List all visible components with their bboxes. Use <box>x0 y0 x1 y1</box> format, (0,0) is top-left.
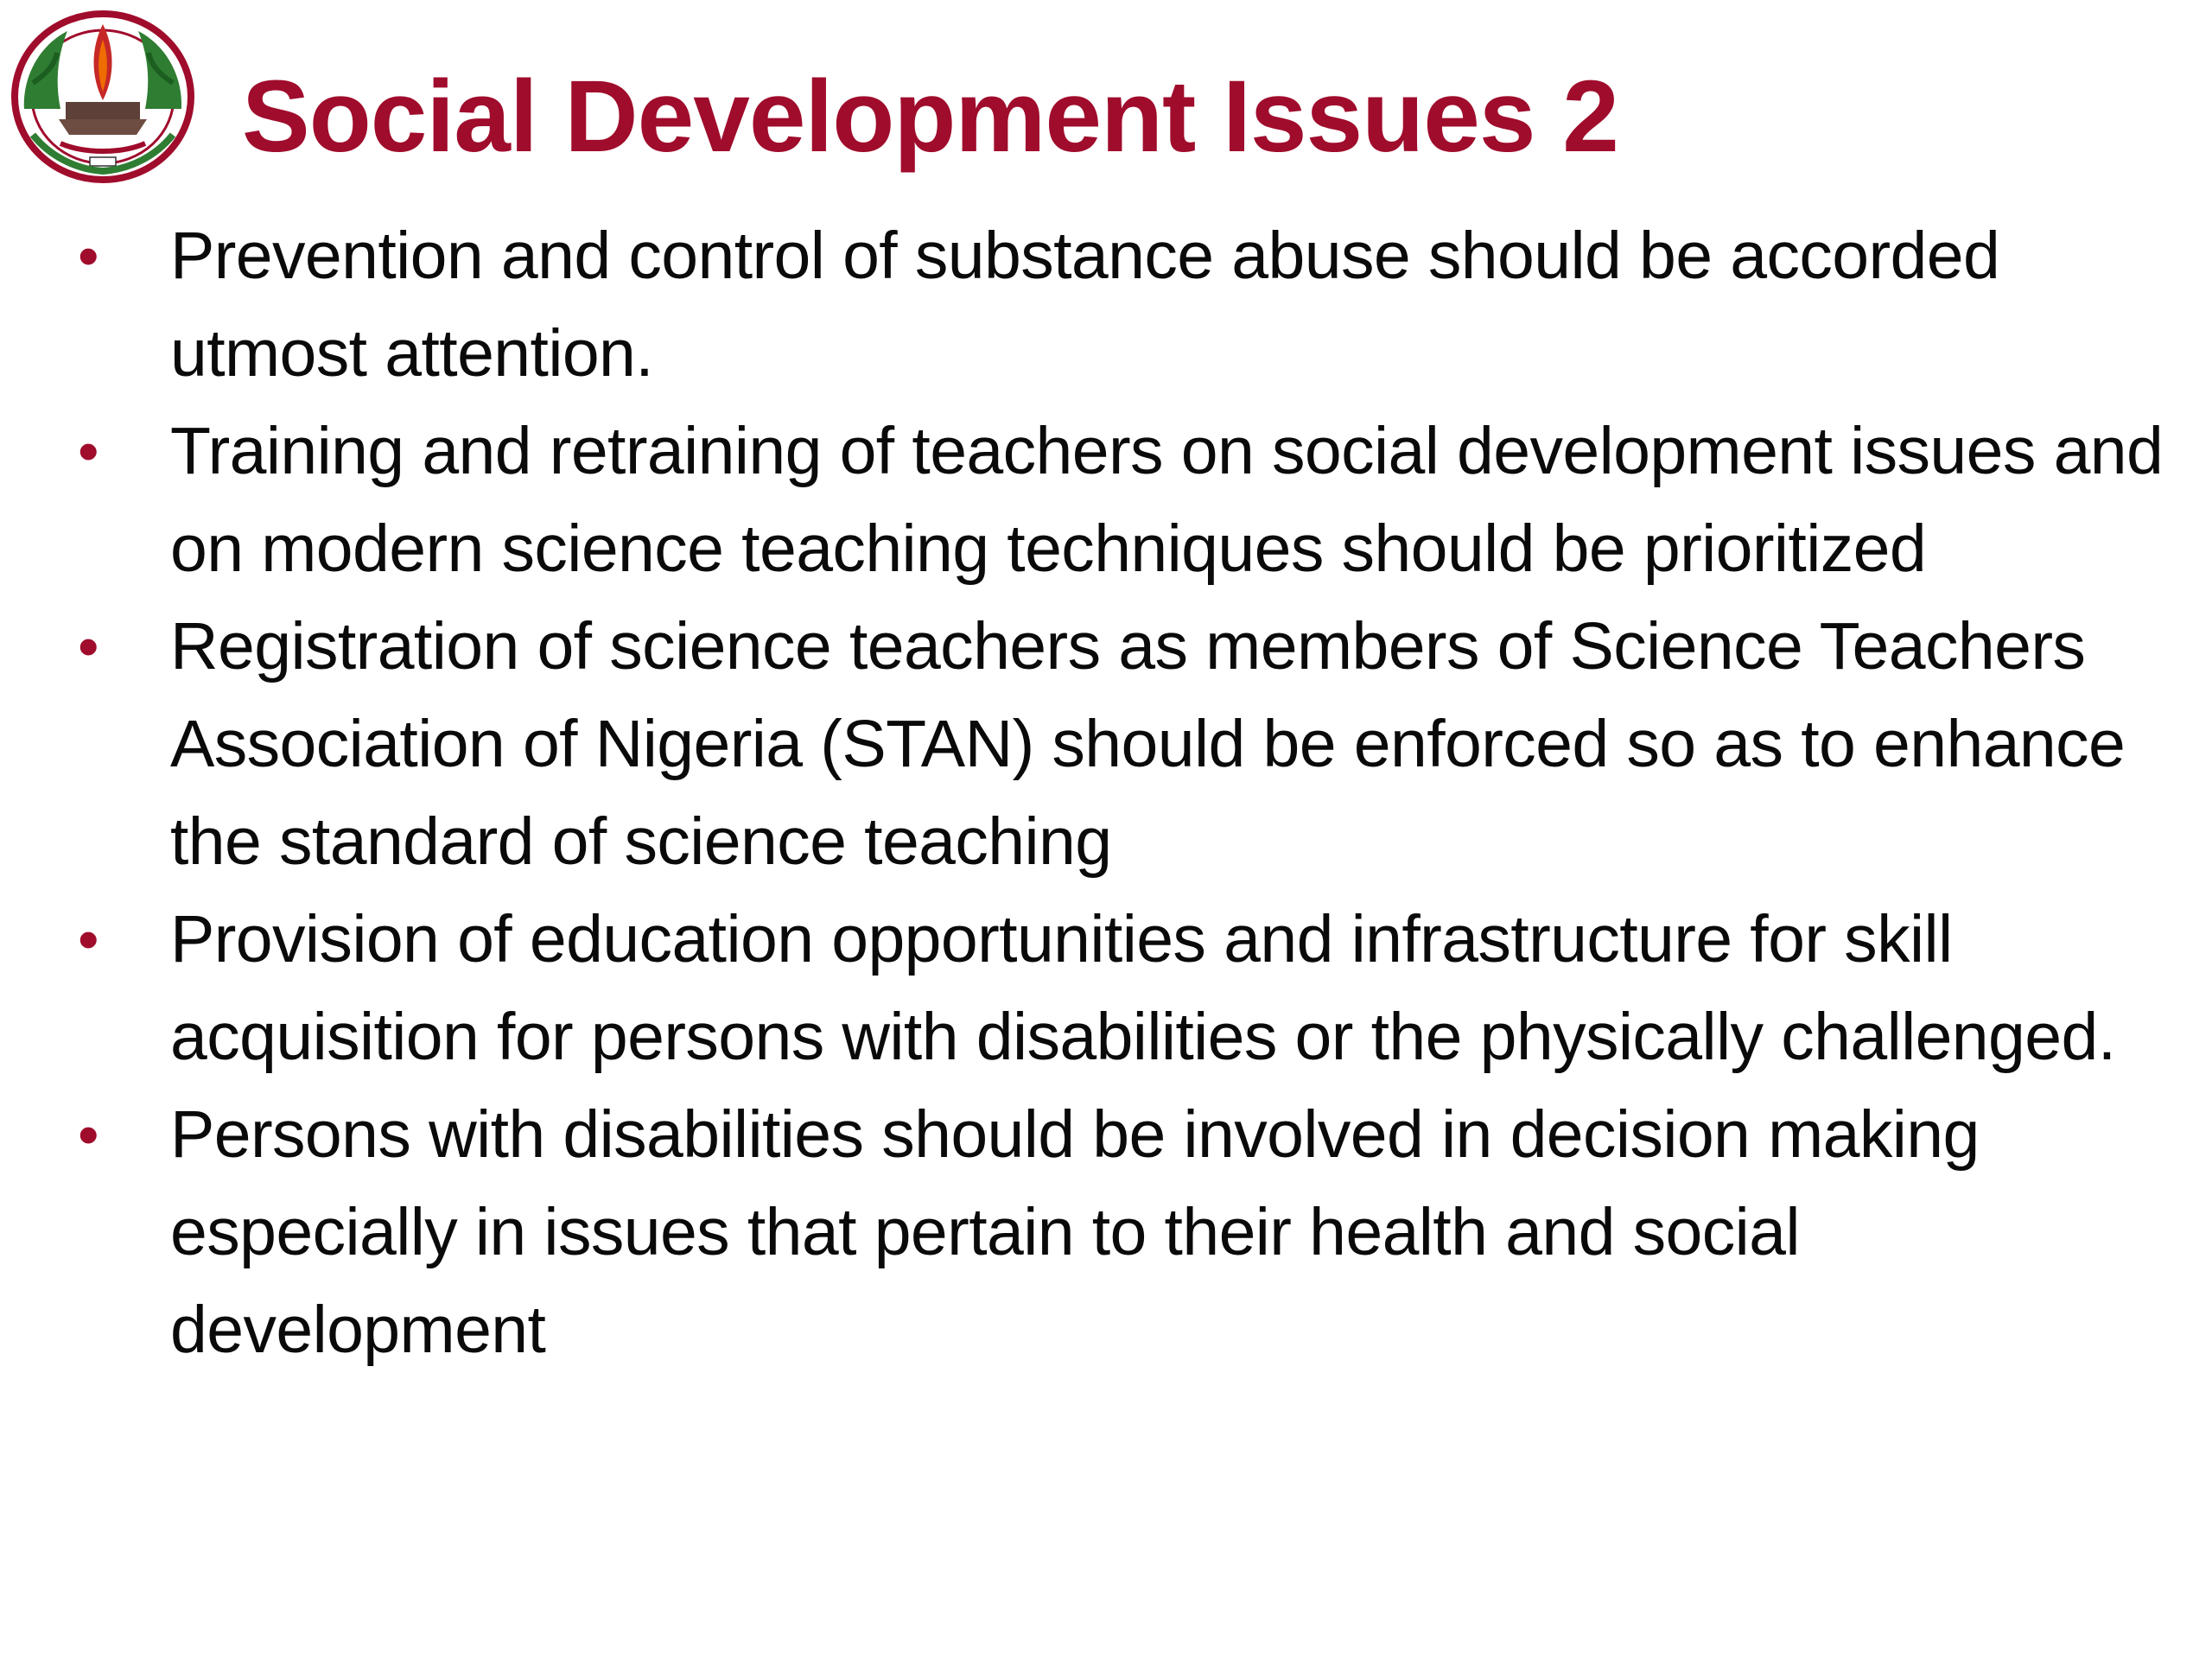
bullet-item <box>78 207 2186 403</box>
bullet-item <box>78 891 2186 1086</box>
bullet-text: Prevention and control of substance abuse should be accorded utmost attention. <box>170 219 2000 391</box>
bullet-marker: • <box>78 222 99 289</box>
bullet-marker: • <box>78 417 99 485</box>
bullet-list <box>78 207 2186 1379</box>
bullet-item <box>78 403 2186 598</box>
bullet-item <box>78 598 2186 891</box>
bullet-marker: • <box>78 906 99 973</box>
bullet-text: Registration of science teachers as members of Science Teachers Association of Nigeria (STAN) should be enforced so as to enhance the standard of science teaching <box>170 609 2126 879</box>
bullet-text: Provision of education opportunities and infrastructure for skill acquisition for persons with disabilities or the physically challenged. <box>170 902 2116 1074</box>
slide-title: Social Development Issues 2 <box>242 60 1618 174</box>
bullet-marker: • <box>78 613 99 680</box>
bullet-text: Persons with disabilities should be involved in decision making especially in issues that pertain to their health and social development <box>170 1097 1980 1367</box>
crest-emblem-icon <box>7 5 199 185</box>
bullet-text: Training and retraining of teachers on social development issues and on modern science teaching techniques should be prioritized <box>170 414 2164 586</box>
bullet-item <box>78 1086 2186 1379</box>
bullet-marker: • <box>78 1101 99 1168</box>
